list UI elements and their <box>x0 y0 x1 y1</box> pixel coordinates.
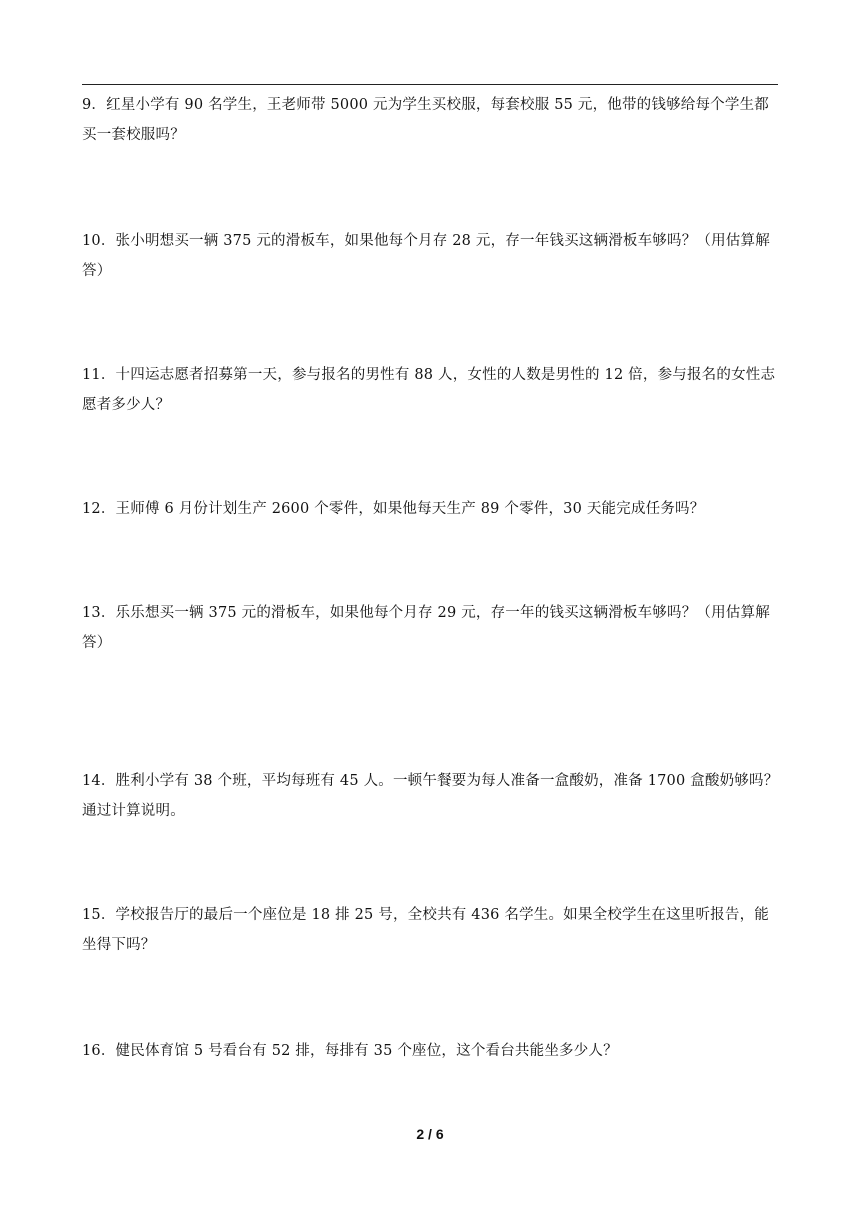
question-10: 10．张小明想买一辆 375 元的滑板车，如果他每个月存 28 元，存一年钱买这辆滑板车够吗？（用估算解答） <box>82 233 770 279</box>
question-12: 12．王师傅 6 月份计划生产 2600 个零件，如果他每天生产 89 个零件，30 天能完成任务吗？ <box>82 501 705 517</box>
question-14: 14．胜利小学有 38 个班，平均每班有 45 人。一顿午餐要为每人准备一盒酸奶，准备 1700 盒酸奶够吗？通过计算说明。 <box>82 773 779 819</box>
question-15: 15．学校报告厅的最后一个座位是 18 排 25 号，全校共有 436 名学生。如果全校学生在这里听报告，能坐得下吗？ <box>82 907 769 953</box>
question-16: 16．健民体育馆 5 号看台有 52 排，每排有 35 个座位，这个看台共能坐多少人？ <box>82 1043 618 1059</box>
question-11: 11．十四运志愿者招募第一天，参与报名的男性有 88 人，女性的人数是男性的 12 倍，参与报名的女性志愿者多少人？ <box>82 367 776 413</box>
page-number: 2 / 6 <box>416 1126 444 1142</box>
header-divider <box>82 84 778 85</box>
question-9: 9．红星小学有 90 名学生，王老师带 5000 元为学生买校服，每套校服 55 元，他带的钱够给每个学生都买一套校服吗？ <box>82 97 769 143</box>
question-13: 13．乐乐想买一辆 375 元的滑板车，如果他每个月存 29 元，存一年的钱买这辆滑板车够吗？（用估算解答） <box>82 605 770 651</box>
